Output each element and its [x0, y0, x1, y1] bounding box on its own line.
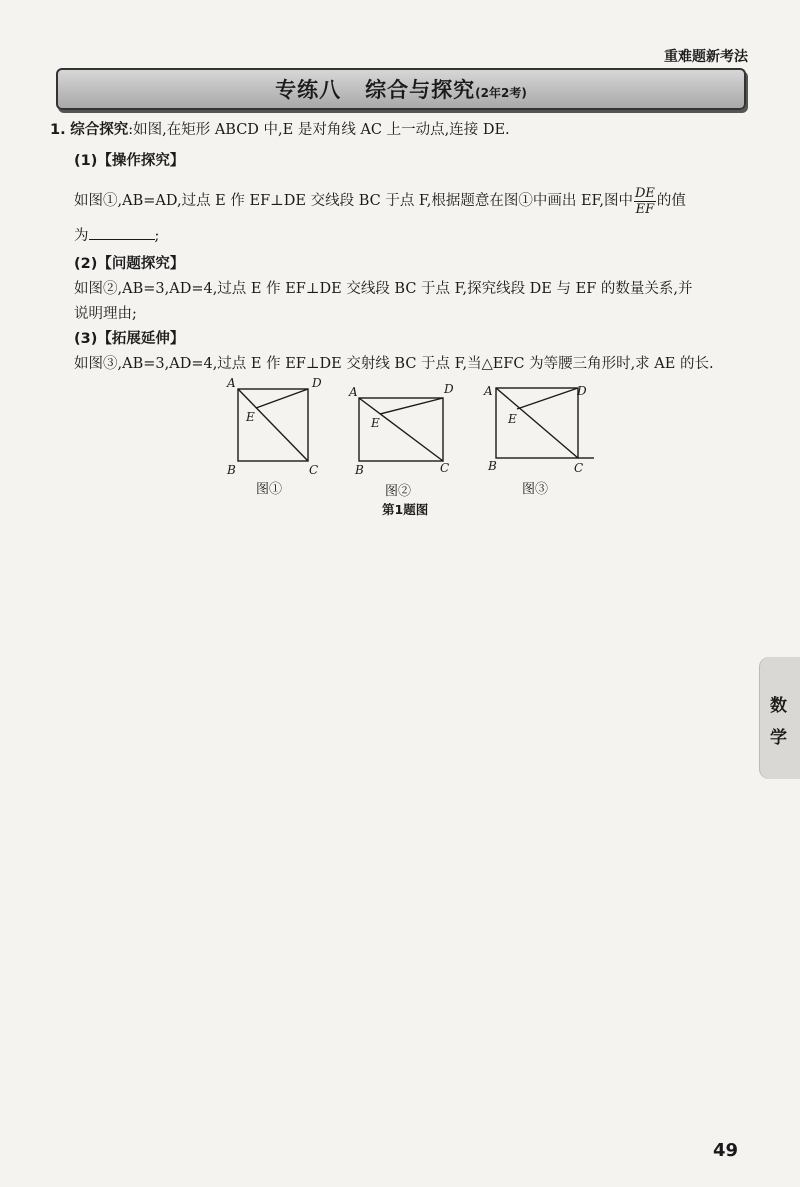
fig3-label-b: B	[488, 459, 497, 473]
fig2-segment-de	[380, 398, 443, 414]
fig2-label-c: C	[440, 461, 450, 475]
section-banner	[56, 68, 746, 110]
banner-title	[58, 74, 744, 104]
question-lead-label: 综合探究	[70, 122, 129, 138]
part2-text-1: 如图②,AB=3,AD=4,过点 E 作 EF⊥DE 交线段 BC 于点 F,探究线段 DE 与 EF 的数量关系,并	[74, 281, 693, 297]
question-intro	[50, 118, 750, 143]
fig2-label-b: B	[355, 463, 364, 477]
fraction-de-ef: $\frac{DE}{EF}$	[634, 185, 655, 217]
fig1-caption: 图①	[256, 482, 283, 497]
figure-group	[220, 376, 620, 526]
fig3-caption: 图③	[522, 482, 549, 497]
fig3-label-d: D	[577, 384, 587, 398]
fig1-diagonal-ac	[238, 389, 308, 461]
fig2-label-d: D	[444, 382, 454, 396]
running-header: 重难题新考法	[664, 49, 748, 65]
subject-side-tab	[760, 657, 800, 779]
question-1	[50, 118, 750, 377]
fig3-segment-de	[517, 388, 578, 409]
fig3-label-c: C	[574, 461, 584, 475]
page-number: 49	[712, 1140, 738, 1161]
fig3-label-a: A	[484, 384, 493, 398]
fig3-label-e: E	[508, 412, 517, 426]
fig1-label-b: B	[227, 463, 236, 477]
figure-1	[238, 389, 308, 461]
fig1-label-e: E	[246, 410, 255, 424]
fig2-caption: 图②	[385, 484, 412, 499]
part1-heading: (1)【操作探究】	[74, 153, 185, 169]
part3-heading: (3)【拓展延伸】	[74, 331, 185, 347]
question-intro-text: :如图,在矩形 ABCD 中,E 是对角线 AC 上一动点,连接 DE.	[128, 122, 510, 138]
part3-text: 如图③,AB=3,AD=4,过点 E 作 EF⊥DE 交射线 BC 于点 F,当△EFC 为等腰三角形时,求 AE 的长.	[74, 356, 714, 372]
fig1-label-d: D	[312, 376, 322, 390]
side-tab-char-2: 学	[770, 728, 787, 748]
part1-answer-line: 为 ;	[50, 224, 750, 249]
banner-note: (2年2考)	[475, 86, 527, 100]
question-number: 1.	[50, 122, 66, 138]
answer-blank[interactable]	[89, 225, 155, 240]
part1-text: 如图①,AB=AD,过点 E 作 EF⊥DE 交线段 BC 于点 F,根据题意在图①中画出 EF,图中 $\frac{DE}{EF}$ 的值	[74, 185, 686, 217]
fig1-segment-de	[256, 389, 308, 408]
fig1-label-a: A	[227, 376, 236, 390]
banner-title-sub: 综合与探究	[365, 78, 476, 102]
banner-title-main: 专练八	[275, 78, 342, 102]
figure-group-caption: 第1题图	[382, 502, 429, 517]
fig2-label-a: A	[349, 385, 358, 399]
side-tab-char-1: 数	[770, 696, 787, 716]
part2-heading: (2)【问题探究】	[74, 256, 185, 272]
part2-text-2: 说明理由;	[74, 306, 137, 322]
fig1-label-c: C	[309, 463, 319, 477]
fig2-label-e: E	[371, 416, 380, 430]
